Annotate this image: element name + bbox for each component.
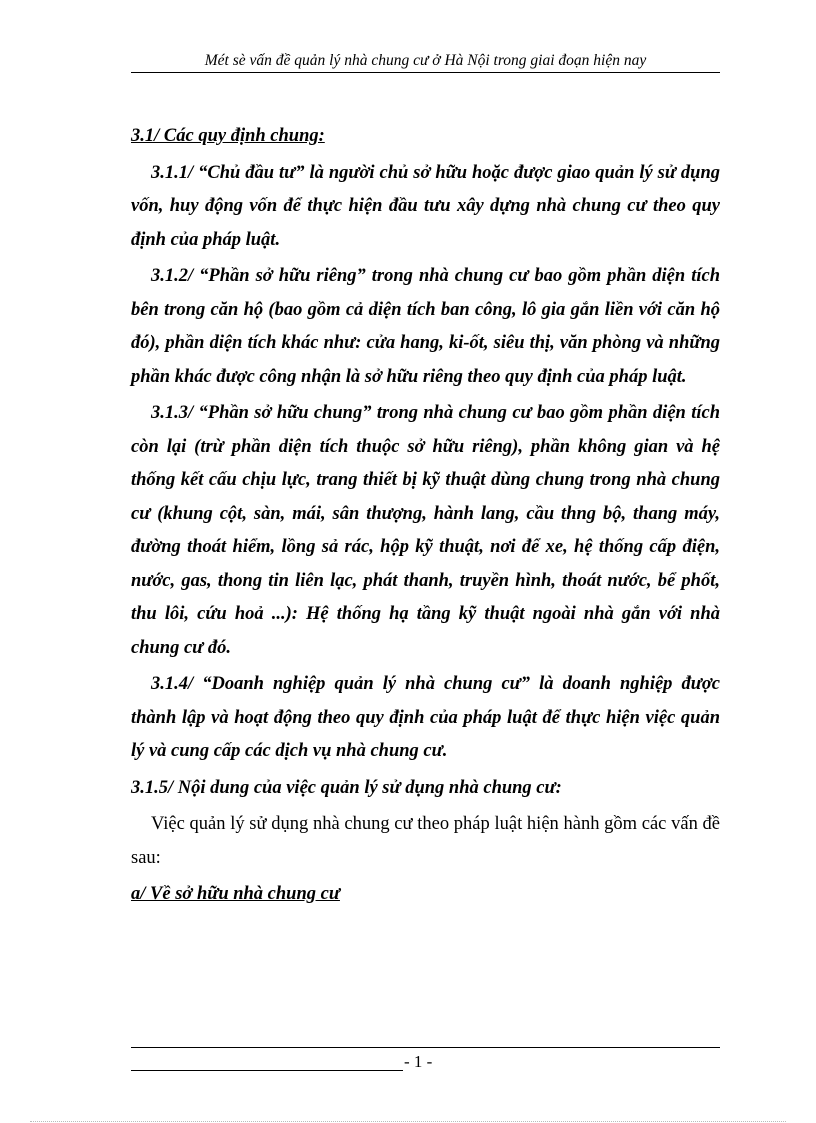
paragraph-3-1-1: 3.1.1/ “Chủ đầu tư” là người chủ sở hữu hoặc được giao quản lý sử dụng vốn, huy động vốn để thực hiện đầu tưu xây dựng nhà chung cư theo quy định của pháp luật.	[131, 162, 720, 250]
footer-divider	[131, 1047, 720, 1048]
heading-3-1-5: 3.1.5/ Nội dung của việc quản lý sử dụng nhà chung cư:	[131, 777, 562, 798]
section-heading-3-1: 3.1/ Các quy định chung:	[131, 126, 325, 146]
subheading-a: a/ Về sở hữu nhà chung cư	[131, 884, 340, 904]
paragraph-3-1-4: 3.1.4/ “Doanh nghiệp quản lý nhà chung cư” là doanh nghiệp được thành lập và hoạt động theo quy định của pháp luật để thực hiện việc quản lý và cung cấp các dịch vụ nhà chung cư.	[131, 674, 720, 761]
page-boundary	[30, 1121, 786, 1122]
paragraph-intro: Việc quản lý sử dụng nhà chung cư theo pháp luật hiện hành gồm các vấn đề sau:	[131, 814, 720, 868]
paragraph-3-1-3: 3.1.3/ “Phần sở hữu chung” trong nhà chung cư bao gồm phần diện tích còn lại (trừ phần diện tích thuộc sở hữu riêng), phần không gian và hệ thống kết cấu chịu lực, trang thiết bị kỹ thuật dùng chung trong nhà chung cư (khung cột, sàn, mái, sân thượng, hành lang, cầu thng bộ, thang máy, đường thoát hiểm, lồng sả rác, hộp kỹ thuật, nơi để xe, hệ thống cấp điện, nước, gas, thong tin liên lạc, phát thanh, truyền hình, thoát nước, bể phốt, thu lôi, cứu hoả ...): Hệ thống hạ tầng kỹ thuật ngoài nhà gắn với nhà chung cư đó.	[131, 403, 720, 658]
running-header: Mét sè vấn đề quản lý nhà chung cư ở Hà Nội trong giai đoạn hiện nay	[204, 52, 647, 69]
paragraph-3-1-2: 3.1.2/ “Phần sở hữu riêng” trong nhà chung cư bao gồm phần diện tích bên trong căn hộ (bao gồm cả diện tích ban công, lô gia gắn liền với căn hộ đó), phần diện tích khác như: cửa hang, ki-ốt, siêu thị, văn phòng và những phần khác được công nhận là sở hữu riêng theo quy định của pháp luật.	[131, 266, 720, 387]
page-number: - 1 -	[404, 1052, 433, 1071]
footer-underline	[131, 1070, 403, 1071]
header-divider	[131, 72, 720, 73]
document-body	[131, 120, 720, 912]
